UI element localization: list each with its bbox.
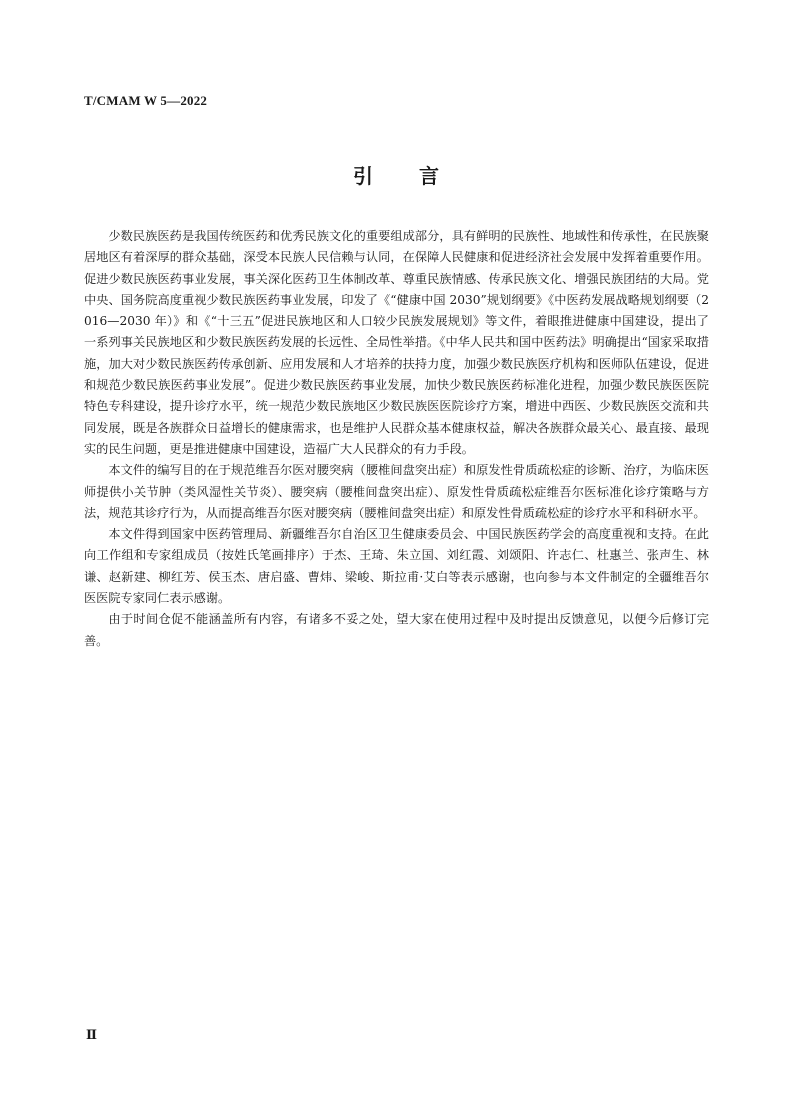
paragraph-acknowledgements: 本文件得到国家中医药管理局、新疆维吾尔自治区卫生健康委员会、中国民族医药学会的高度重视和支持。在此向工作组和专家组成员（按姓氏笔画排序）于杰、王琦、朱立国、刘红霞、刘颂阳、许志仁、杜惠兰、张声生、林谦、赵新建、柳红芳、侯玉杰、唐启盛、曹炜、梁峻、斯拉甫·艾白等表示感谢，也向参与本文件制定的全疆维吾尔医医院专家同仁表示感谢。 bbox=[84, 527, 709, 606]
paragraph-intro: 少数民族医药是我国传统医药和优秀民族文化的重要组成部分，具有鲜明的民族性、地域性和传承性，在民族聚居地区有着深厚的群众基础，深受本民族人民信赖与认同，在保障人民健康和促进经济社会发展中发挥着重要作用。促进少数民族医药事业发展，事关深化医药卫生体制改革、尊重民族情感、传承民族文化、增强民族团结的大局。党中央、国务院高度重视少数民族医药事业发展，印发了《“健康中国 2030”规划纲要》《中医药发展战略规划纲要（2016—2030 年）》和《“十三五”促进民族地区和人口较少民族发展规划》等文件，着眼推进健康中国建设，提出了一系列事关民族地区和少数民族医药发展的长远性、全局性举措。《中华人民共和国中医药法》明确提出“国家采取措施，加大对少数民族医药传承创新、应用发展和人才培养的扶持力度，加强少数民族医疗机构和医师队伍建设，促进和规范少数民族医药事业发展”。促进少数民族医药事业发展，加快少数民族医药标准化进程，加强少数民族医医院特色专科建设，提升诊疗水平，统一规范少数民族地区少数民族医医院诊疗方案，增进中西医、少数民族医交流和共同发展，既是各族群众日益增长的健康需求，也是维护人民群众基本健康权益，解决各族群众最关心、最直接、最现实的民生问题，更是推进健康中国建设，造福广大人民群众的有力手段。 bbox=[84, 229, 709, 456]
page-title: 引言 bbox=[353, 164, 485, 188]
document-code: T/CMAM W 5—2022 bbox=[84, 93, 208, 108]
body-text bbox=[84, 226, 709, 652]
paragraph-closing: 由于时间仓促不能涵盖所有内容，有诸多不妥之处，望大家在使用过程中及时提出反馈意见，以便今后修订完善。 bbox=[84, 612, 709, 648]
page-number: Ⅱ bbox=[86, 1027, 97, 1042]
paragraph-purpose: 本文件的编写目的在于规范维吾尔医对腰突病（腰椎间盘突出症）和原发性骨质疏松症的诊断、治疗，为临床医师提供小关节肿（类风湿性关节炎）、腰突病（腰椎间盘突出症）、原发性骨质疏松症维吾尔医标准化诊疗策略与方法，规范其诊疗行为，从而提高维吾尔医对腰突病（腰椎间盘突出症）和原发性骨质疏松症的诊疗水平和科研水平。 bbox=[84, 463, 709, 520]
